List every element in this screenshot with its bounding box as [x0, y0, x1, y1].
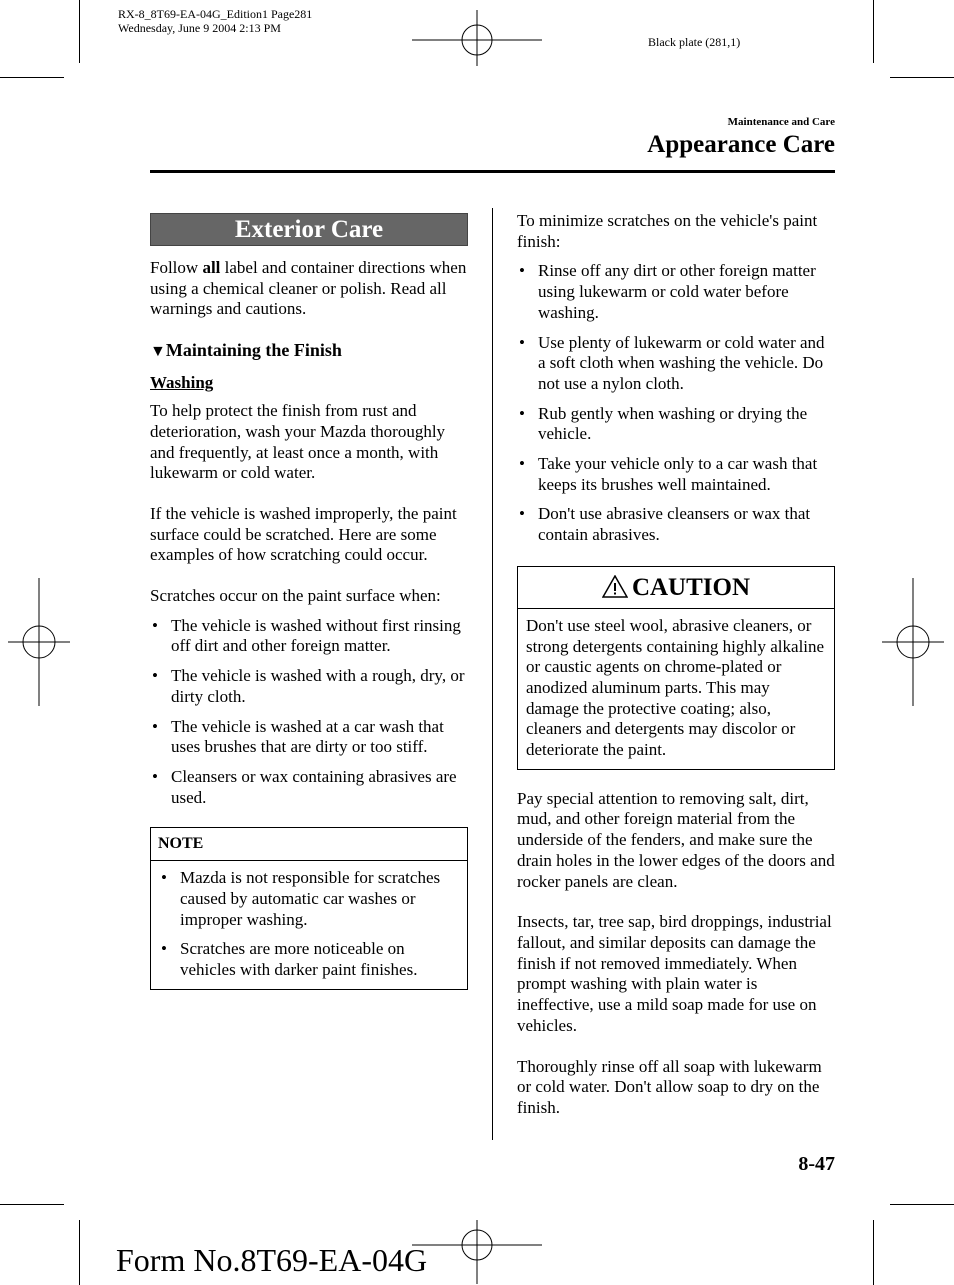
list-item-text: The vehicle is washed with a rough, dry, or dirty cloth.: [171, 666, 465, 706]
registration-target-bottom-icon: [410, 1218, 544, 1285]
list-item: [150, 666, 468, 707]
intro-bold: all: [202, 258, 221, 277]
list-item: [150, 767, 468, 808]
right-paragraph-3: Thoroughly rinse off all soap with lukewarm or cold water. Don't allow soap to dry on the finish.: [517, 1056, 822, 1117]
list-item-text: Rinse off any dirt or other foreign matter using lukewarm or cold water before washing.: [538, 261, 816, 322]
page-title: Appearance Care: [647, 131, 835, 158]
bullet-icon: •: [152, 766, 158, 786]
registration-target-top-icon: [410, 8, 544, 68]
note-item: [159, 939, 460, 980]
caution-body: Don't use steel wool, abrasive cleaners, or strong detergents containing highly alkaline or caustic agents on chrome-plated or anodized aluminum parts. This may damage the protective coating; also, cleaners and detergents may discolor or deteriorate the paint.: [526, 615, 825, 760]
note-item-text: Scratches are more noticeable on vehicles with darker paint finishes.: [180, 939, 418, 980]
list-item: [517, 404, 835, 445]
right-intro: To minimize scratches on the vehicle's paint finish:: [517, 211, 818, 251]
bullet-icon: •: [152, 615, 158, 635]
scratch-cause-list: [150, 616, 468, 809]
caution-header: [518, 567, 834, 609]
print-slug: [118, 7, 312, 35]
intro-paragraph: [150, 258, 468, 320]
right-paragraph-2: Insects, tar, tree sap, bird droppings, industrial fallout, and similar deposits can damage the finish if not removed immediately. When prompt washing with plain water is ineffective, use a mild soap made for use on vehicles.: [517, 912, 832, 1035]
list-item: [517, 261, 835, 323]
list-item-text: Take your vehicle only to a car wash that keeps its brushes well maintained.: [538, 454, 818, 494]
bullet-icon: •: [519, 261, 525, 281]
list-item: [517, 454, 835, 495]
note-item-text: Mazda is not responsible for scratches caused by automatic car washes or improper washing.: [180, 868, 441, 929]
list-item: [150, 717, 468, 758]
list-item: [517, 333, 835, 395]
caution-title: CAUTION: [631, 573, 751, 601]
bullet-icon: •: [152, 716, 158, 736]
registration-target-right-icon: [880, 576, 946, 708]
washing-paragraph-1: To help protect the finish from rust and deterioration, wash your Mazda thoroughly and frequently, at least once a month, with lukewarm or cold water.: [150, 401, 446, 483]
bullet-icon: •: [152, 666, 158, 686]
washing-paragraph-2: If the vehicle is washed improperly, the paint surface could be scratched. Here are some examples of how scratching could occur.: [150, 503, 457, 565]
caution-box: [517, 566, 835, 770]
subheading-text: Maintaining the Finish: [165, 340, 342, 361]
triangle-down-icon: ▼: [150, 343, 166, 361]
list-item-text: Rub gently when washing or drying the vehicle.: [538, 403, 808, 444]
header-rule: [150, 170, 835, 173]
registration-target-left-icon: [6, 576, 72, 708]
subheading: [150, 339, 468, 363]
list-item: [517, 504, 835, 545]
bullet-icon: •: [161, 868, 167, 888]
exterior-care-banner: [150, 213, 468, 246]
form-number: Form No.8T69-EA-04G: [116, 1242, 428, 1278]
warning-triangle-icon: [602, 575, 628, 598]
right-paragraph-1: Pay special attention to removing salt, dirt, mud, and other foreign material from the underside of the fenders, and make sure the drain holes in the lower edges of the doors and rocker panels are clean.: [517, 788, 835, 891]
bullet-icon: •: [519, 454, 525, 474]
intro-pre: Follow: [150, 258, 203, 277]
black-plate-label: Black plate (281,1): [648, 35, 741, 49]
list-item: [150, 616, 468, 657]
column-divider: [492, 208, 493, 1140]
bullet-icon: •: [519, 403, 525, 423]
bullet-icon: •: [161, 939, 167, 959]
washing-paragraph-3: Scratches occur on the paint surface when:: [150, 586, 441, 606]
print-slug-line1: RX-8_8T69-EA-04G_Edition1 Page281: [118, 7, 313, 21]
intro-post: label and container directions when using a chemical cleaner or polish. Read all warnings and cautions.: [150, 258, 467, 319]
exterior-care-title: Exterior Care: [234, 216, 384, 243]
list-item-text: Cleansers or wax containing abrasives are used.: [171, 766, 457, 807]
scratch-prevention-list: [517, 261, 835, 545]
left-column: [150, 213, 468, 990]
print-slug-line2: Wednesday, June 9 2004 2:13 PM: [118, 21, 281, 35]
list-item-text: The vehicle is washed at a car wash that uses brushes that are dirty or too stiff.: [171, 716, 444, 757]
list-item-text: Don't use abrasive cleansers or wax that contain abrasives.: [538, 504, 811, 545]
section-name: Maintenance and Care: [727, 116, 835, 128]
right-column: [517, 211, 835, 1119]
note-item: [159, 868, 460, 930]
list-item-text: Use plenty of lukewarm or cold water and a soft cloth when washing the vehicle. Do not use a nylon cloth.: [538, 332, 825, 393]
bullet-icon: •: [519, 504, 525, 524]
list-item-text: The vehicle is washed without first rinsing off dirt and other foreign matter.: [171, 615, 461, 656]
bullet-icon: •: [519, 332, 525, 352]
note-title: NOTE: [151, 828, 467, 861]
note-box: [150, 827, 468, 990]
page-number: 8-47: [798, 1153, 835, 1175]
washing-label: Washing: [150, 373, 214, 393]
